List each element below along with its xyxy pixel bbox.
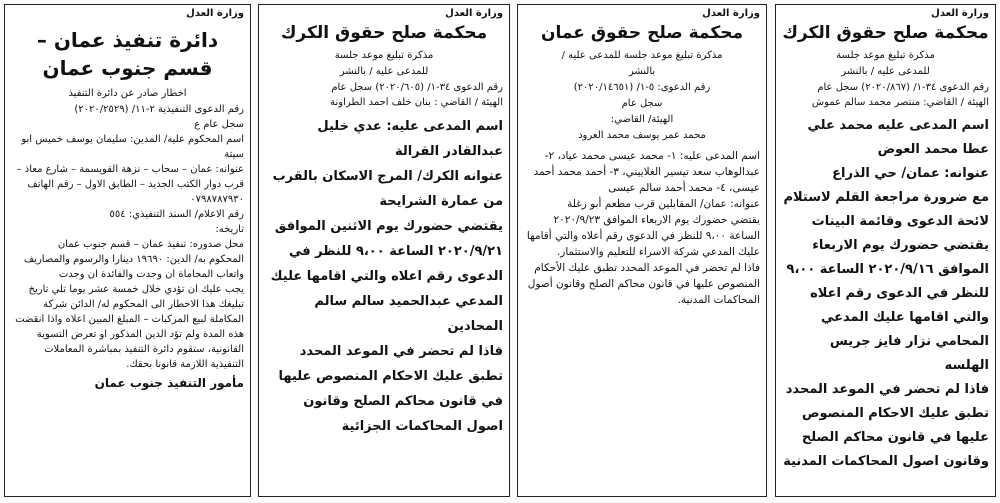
ministry-label: وزارة العدل <box>445 8 503 19</box>
ministry-label: وزارة العدل <box>931 8 989 19</box>
defendant-name: اسم المدعى عليه محمد علي عطا محمد العوض <box>807 118 989 157</box>
warning-text: فاذا لم تحضر في الموعد المحدد تطبق عليك الاحكام المنصوص عليها في قانون محاكم الصلح وقانون اصول المحاكمات الجزائية <box>278 344 503 434</box>
judge-line: الهيئة / القاضي: منتصر محمد سالم عموش <box>811 97 989 108</box>
court-title: محكمة صلح حقوق الكرك <box>280 23 488 43</box>
document-number: رقم الاعلام/ السند التنفيذي: ٥٥٤ <box>109 209 244 220</box>
notice-body: يقتضي حضورك يوم الاربعاء الموافق ٢٠٢٠/٩/٢٣ الساعة ٩،٠٠ للنظر في الدعوى رقم أعلاه والتي أقامها عليك المدعي شركة الاسراء للتعليم والاستثمار. <box>526 214 760 258</box>
judge-line: الهيئة / القاضي : بنان خلف احمد الطراونة <box>330 97 503 108</box>
ministry-label: وزارة العدل <box>186 8 244 19</box>
memo-title: مذكرة تبليغ موعد جلسة للمدعى عليه / <box>561 50 723 61</box>
warning-text: فاذا لم تحضر في الموعد المحدد تطبق عليك الاحكام المنصوص عليها في قانون محاكم الصلح وقانون اصول المحاكمات المدنية <box>783 382 989 469</box>
judgment-amount: المحكوم به/ الدين: ١٩٦٩٠ دينارا والرسوم والمصاريف واتعاب المحاماة ان وجدت والفائدة ان وجدت <box>23 254 244 280</box>
department-title: دائرة تنفيذ عمان – <box>36 28 219 52</box>
notice-title: اخطار صادر عن دائرة التنفيذ <box>68 88 187 99</box>
defendant-address: عنوانه: عمان/ حي الذراع <box>832 166 989 181</box>
warning-text: فاذا لم تحضر في الموعد المحدد تطبق عليك الأحكام المنصوص عليها في قانون محاكم الصلح وقانون أصول المحاكمات المدنية. <box>527 262 760 306</box>
court-title: محكمة صلح حقوق الكرك <box>782 23 989 43</box>
case-number: رقم الدعوى: ٥-١/ (٢٠٢٠/١٤٦٥١) <box>573 82 711 93</box>
notice-execution-south-amman <box>4 4 251 497</box>
defendant-address: عنوانه: عمان/ المقابلين قرب مطعم أبو زغلة <box>567 198 760 210</box>
notice-body: يقتضي حضورك يوم الاثنين الموافق ٢٠٢٠/٩/٢١ الساعة ٩،٠٠ للنظر في الدعوى رقم اعلاه والتي اقامها عليك المدعي عبدالحميد سالم سالم المحادين <box>270 219 503 334</box>
document-date: تاريخه: <box>215 224 244 235</box>
memo-title: مذكرة تبليغ موعد جلسة <box>836 50 935 61</box>
recipient-line: للمدعى عليه / بالنشر <box>841 66 930 77</box>
recipient-line: للمدعى عليه / بالنشر <box>339 66 429 77</box>
notice-karak-2 <box>258 4 510 497</box>
panel-label: الهيئة/ القاضي: <box>610 114 674 125</box>
notice-body: مع ضرورة مراجعة القلم لاستلام لائحة الدعوى وقائمة البينات يقتضي حضورك يوم الاربعاء الموافق ٢٠٢٠/٩/١٦ الساعة ٩،٠٠ للنظر في الدعوى رقم اعلاه والتي اقامها عليك المدعي المحامي نزار فايز جريس الهلسه <box>783 190 989 373</box>
defendant-name: اسم المدعى عليه: عدي خليل عبدالقادر القرالة <box>317 119 503 159</box>
memo-title: مذكرة تبليغ موعد جلسة <box>334 50 434 61</box>
ministry-label: وزارة العدل <box>702 8 760 19</box>
section-title: قسم جنوب عمان <box>42 56 213 80</box>
case-number: رقم الدعوى ٣٤-١/ (٢٠٢٠/٦٠٥) سجل عام <box>331 82 503 93</box>
recipient-line: بالنشر <box>628 66 656 77</box>
court-title: محكمة صلح حقوق عمان <box>541 23 743 43</box>
debtor-address: عنوانه: عمان – سحاب – نزهة القويسمة – شارع معاذ – قرب دوار الكتب الجديد – الطابق الاول – رقم الهاتف ٠٧٩٨٧٨٧٩٣٠ <box>16 164 244 205</box>
notice-amman <box>517 4 767 497</box>
defendant-names: اسم المدعى عليه: ١- محمد عيسى محمد عياد، ٢- عبدالوهاب سعد تيسير الغلاييني، ٣- أحمد محمد أحمد عيسى، ٤- محمد أحمد سالم عيسى <box>533 150 760 194</box>
case-number: رقم الدعوى التنفيذية ٢-١١/ (٢٠٢٠/٢٥٢٩) <box>74 104 244 115</box>
judge-name: محمد عمر يوسف محمد العرود <box>578 130 706 141</box>
record-label: سجل عام ع <box>194 119 244 130</box>
issue-place: محل صدوره: تنفيذ عمان – قسم جنوب عمان <box>57 239 244 250</box>
notice-body: يجب عليك ان تؤدي خلال خمسة عشر يوما تلي تاريخ تبليغك هذا الاخطار الى المحكوم له/ الدائن شركة المكاملة لبيع المركبات – المبلغ المبين اعلاه واذا انقضت هذه المدة ولم تؤد الدين المذكور او تعرض التسوية القانونية، ستقوم دائرة التنفيذ بمباشرة المعاملات التنفيذية اللازمة قانونا بحقك. <box>15 284 244 370</box>
debtor-name: اسم المحكوم عليه/ المدين: سليمان يوسف خميس ابو سيتة <box>21 134 244 160</box>
notice-karak-1 <box>775 4 996 497</box>
defendant-address: عنوانه الكرك/ المرج الاسكان بالقرب من عمارة الشرايحة <box>272 169 503 209</box>
case-number: رقم الدعوى ٣٤-١/ (٢٠٢٠/٨٦٧) سجل عام <box>817 82 989 93</box>
record-label: سجل عام <box>621 98 663 109</box>
signature-line: مأمور التنفيذ جنوب عمان <box>94 376 244 390</box>
